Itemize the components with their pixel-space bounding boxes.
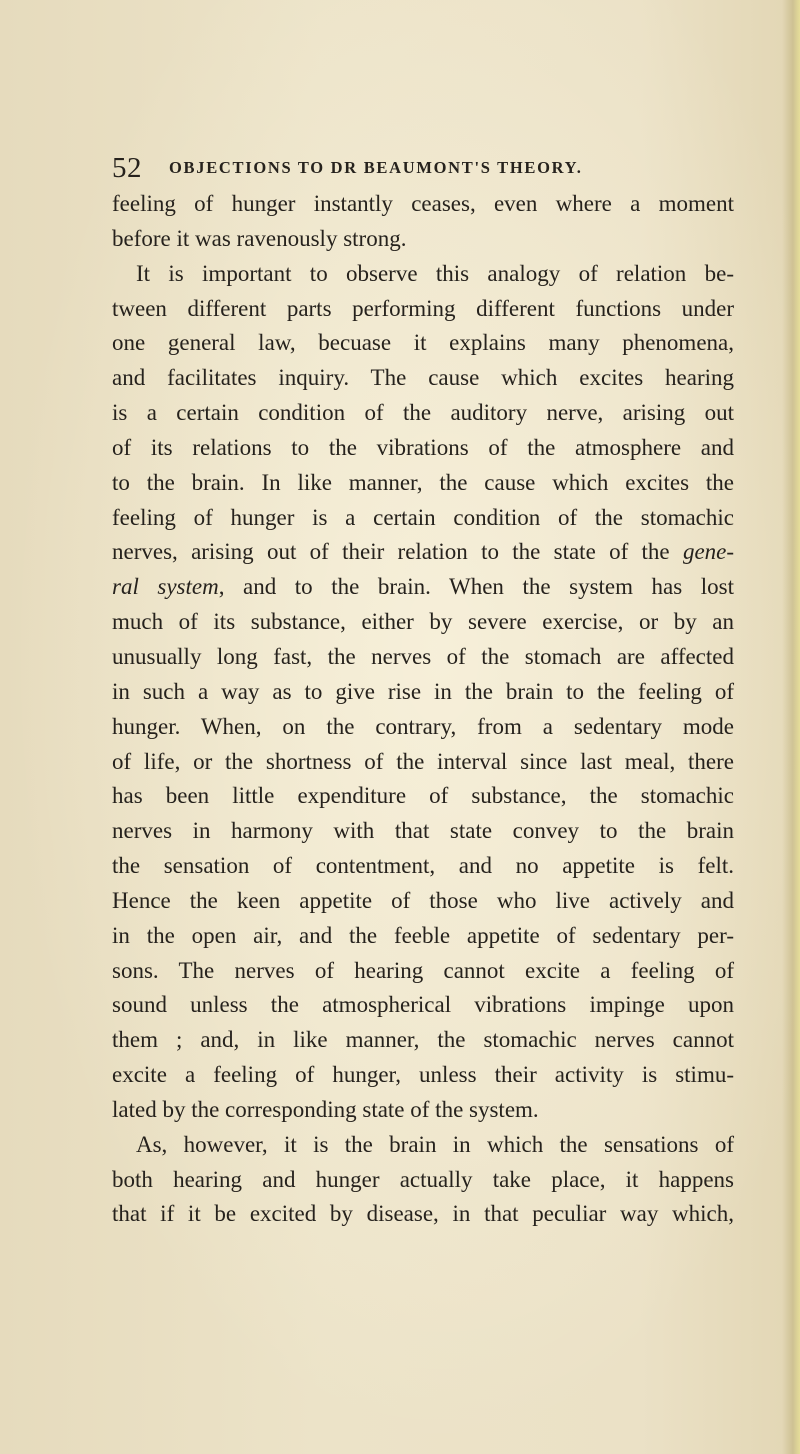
text-line: As, however, it is the brain in which the sensations of [136, 1131, 734, 1157]
text-line: It is important to observe this analogy of relation be- [136, 260, 734, 286]
text-line: to the brain. In like manner, the cause which excites the [112, 469, 734, 495]
text-line: in such a way as to give rise in the brain to the feeling of [112, 678, 734, 704]
text-line: that if it be excited by disease, in that peculiar way which, [112, 1201, 734, 1227]
text-line: them ; and, in like manner, the stomachic nerves cannot [112, 1027, 734, 1053]
text-line: unusually long fast, the nerves of the stomach are affected [112, 643, 734, 669]
italic-fragment: ral system [112, 574, 219, 600]
text-line: sons. The nerves of hearing cannot excite a feeling of [112, 957, 734, 983]
page-header [112, 148, 732, 188]
running-title: OBJECTIONS TO DR BEAUMONT'S THEORY. [169, 158, 583, 177]
text-line: much of its substance, either by severe exercise, or by an [112, 609, 734, 635]
text-line: has been little expenditure of substance, the stomachic [112, 783, 734, 809]
text-line: is a certain condition of the auditory nerve, arising out [112, 400, 734, 426]
text-line: one general law, becuase it explains many phenomena, [112, 330, 734, 356]
text-line: and facilitates inquiry. The cause which excites hearing [112, 365, 734, 391]
text-line: feeling of hunger instantly ceases, even where a moment [112, 191, 734, 216]
italic-fragment: gene- [682, 539, 735, 565]
text-line: both hearing and hunger actually take place, it happens [112, 1166, 734, 1192]
text-line: tween different parts performing different functions under [112, 295, 734, 321]
text-line: feeling of hunger is a certain condition of the stomachic [112, 504, 734, 530]
text-line [112, 535, 734, 570]
text-line: Hence the keen appetite of those who live actively and [112, 887, 734, 913]
text-segment: nerves, arising out of their relation to the state of the [112, 539, 670, 565]
text-line: hunger. When, on the contrary, from a sedentary mode [112, 713, 734, 739]
text-line: of its relations to the vibrations of the atmosphere and [112, 434, 734, 460]
text-line: in the open air, and the feeble appetite of sedentary per- [112, 922, 734, 948]
text-segment: , and to the brain. When the system has lost [218, 574, 734, 600]
text-line: sound unless the atmospherical vibrations impinge upon [112, 992, 734, 1018]
page-number: 52 [112, 152, 142, 184]
body-text [112, 187, 734, 1232]
page-edge-shadow [782, 0, 800, 1454]
text-line: of life, or the shortness of the interval since last meal, there [112, 748, 734, 774]
text-line [112, 570, 734, 605]
text-line: excite a feeling of hunger, unless their activity is stimu- [112, 1062, 734, 1088]
text-line: nerves in harmony with that state convey to the brain [112, 818, 734, 844]
text-line: the sensation of contentment, and no appetite is felt. [112, 853, 734, 879]
text-line: before it was ravenously strong. [112, 225, 407, 251]
text-line: lated by the corresponding state of the system. [112, 1096, 539, 1122]
